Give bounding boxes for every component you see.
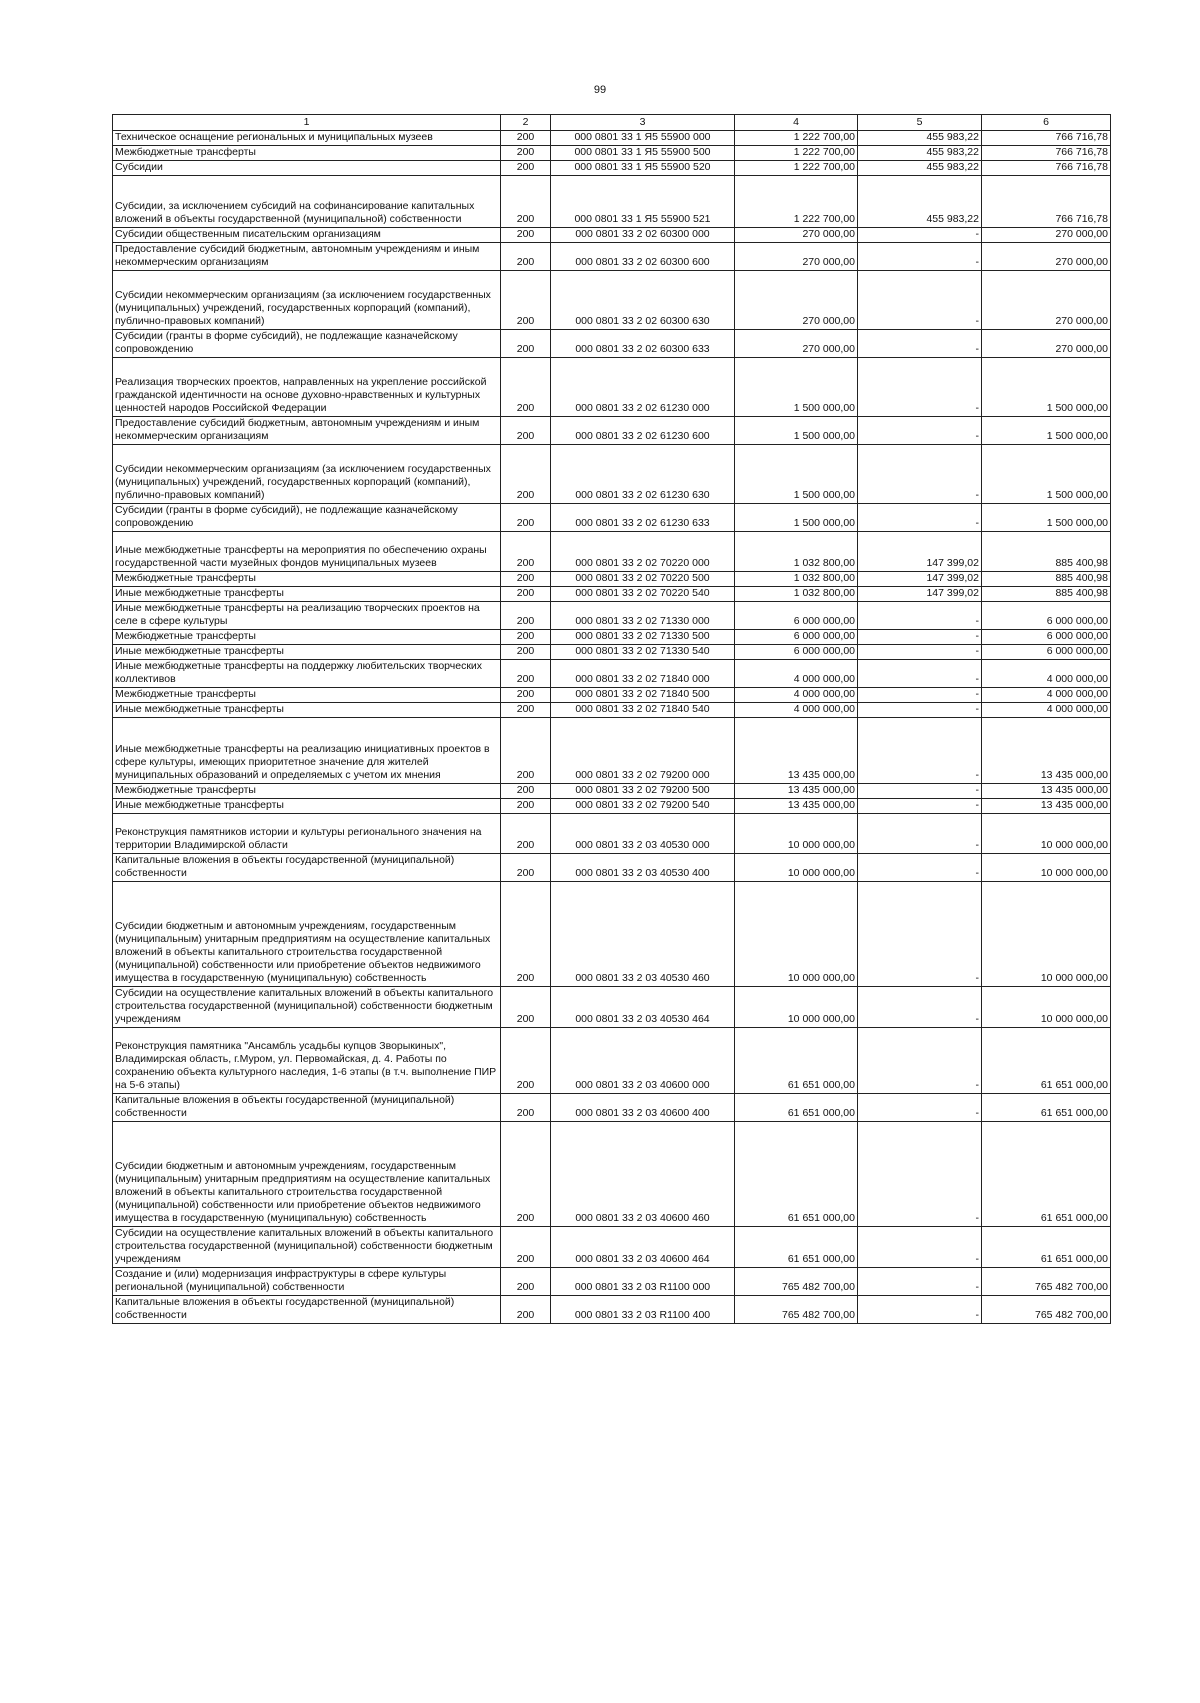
row-col5-amount: -: [858, 660, 982, 688]
row-code-cell: 000 0801 33 2 03 40530 400: [551, 854, 735, 882]
row-col5-amount: -: [858, 987, 982, 1028]
row-col4-amount: 1 032 800,00: [735, 572, 858, 587]
row-name-cell: Капитальные вложения в объекты государственной (муниципальной) собственности: [113, 854, 501, 882]
row-col6-amount: 885 400,98: [982, 572, 1111, 587]
row-col2-cell: 200: [501, 358, 551, 417]
row-name-cell: Межбюджетные трансферты: [113, 146, 501, 161]
row-name-cell: Субсидии бюджетным и автономным учреждениям, государственным (муниципальным) унитарным предприятиям на осуществление капитальных вложений в объекты капитального строительства государственной (муниципальной) собственности или приобретение объектов недвижимого имущества в государственную (муниципальную) собственность: [113, 882, 501, 987]
table-row: [113, 161, 1111, 176]
row-col6-amount: 765 482 700,00: [982, 1268, 1111, 1296]
row-name-cell: Межбюджетные трансферты: [113, 688, 501, 703]
row-name-cell: Техническое оснащение региональных и муниципальных музеев: [113, 131, 501, 146]
row-col2-cell: 200: [501, 630, 551, 645]
row-col2-cell: 200: [501, 532, 551, 572]
table-row: [113, 146, 1111, 161]
table-row: [113, 271, 1111, 330]
row-col5-amount: -: [858, 645, 982, 660]
table-row: [113, 131, 1111, 146]
row-col2-cell: 200: [501, 504, 551, 532]
row-col5-amount: -: [858, 417, 982, 445]
row-col2-cell: 200: [501, 799, 551, 814]
row-col6-amount: 270 000,00: [982, 330, 1111, 358]
row-col4-amount: 10 000 000,00: [735, 814, 858, 854]
row-col4-amount: 61 651 000,00: [735, 1227, 858, 1268]
row-col4-amount: 13 435 000,00: [735, 799, 858, 814]
row-code-cell: 000 0801 33 2 03 R1100 000: [551, 1268, 735, 1296]
row-col5-amount: 455 983,22: [858, 176, 982, 228]
row-col5-amount: -: [858, 688, 982, 703]
row-code-cell: 000 0801 33 1 Я5 55900 520: [551, 161, 735, 176]
row-col4-amount: 1 222 700,00: [735, 131, 858, 146]
row-name-cell: Субсидии (гранты в форме субсидий), не подлежащие казначейскому сопровождению: [113, 504, 501, 532]
table-row: [113, 417, 1111, 445]
column-header-2: 2: [501, 115, 551, 131]
row-name-cell: Иные межбюджетные трансферты на поддержку любительских творческих коллективов: [113, 660, 501, 688]
table-row: [113, 630, 1111, 645]
row-col5-amount: -: [858, 504, 982, 532]
row-col4-amount: 1 500 000,00: [735, 504, 858, 532]
row-col2-cell: 200: [501, 330, 551, 358]
row-code-cell: 000 0801 33 2 02 60300 633: [551, 330, 735, 358]
row-col6-amount: 766 716,78: [982, 146, 1111, 161]
row-code-cell: 000 0801 33 2 02 60300 630: [551, 271, 735, 330]
row-code-cell: 000 0801 33 1 Я5 55900 500: [551, 146, 735, 161]
row-code-cell: 000 0801 33 2 02 79200 500: [551, 784, 735, 799]
row-col5-amount: -: [858, 445, 982, 504]
table-row: [113, 1122, 1111, 1227]
row-col2-cell: 200: [501, 784, 551, 799]
table-row: [113, 1296, 1111, 1324]
table-row: [113, 882, 1111, 987]
row-code-cell: 000 0801 33 2 02 71840 500: [551, 688, 735, 703]
row-name-cell: Иные межбюджетные трансферты: [113, 645, 501, 660]
row-code-cell: 000 0801 33 2 02 70220 000: [551, 532, 735, 572]
row-col5-amount: -: [858, 718, 982, 784]
row-col5-amount: -: [858, 358, 982, 417]
table-row: [113, 987, 1111, 1028]
row-col5-amount: -: [858, 228, 982, 243]
row-col2-cell: 200: [501, 660, 551, 688]
row-col5-amount: -: [858, 814, 982, 854]
row-name-cell: Капитальные вложения в объекты государственной (муниципальной) собственности: [113, 1094, 501, 1122]
row-col5-amount: 455 983,22: [858, 131, 982, 146]
row-name-cell: Субсидии (гранты в форме субсидий), не подлежащие казначейскому сопровождению: [113, 330, 501, 358]
row-col2-cell: 200: [501, 445, 551, 504]
row-code-cell: 000 0801 33 2 03 40530 000: [551, 814, 735, 854]
row-col4-amount: 1 032 800,00: [735, 532, 858, 572]
row-code-cell: 000 0801 33 2 03 40600 460: [551, 1122, 735, 1227]
row-col4-amount: 6 000 000,00: [735, 630, 858, 645]
row-col4-amount: 1 500 000,00: [735, 417, 858, 445]
row-name-cell: Межбюджетные трансферты: [113, 630, 501, 645]
row-col4-amount: 1 222 700,00: [735, 176, 858, 228]
row-col6-amount: 13 435 000,00: [982, 799, 1111, 814]
row-col6-amount: 270 000,00: [982, 271, 1111, 330]
row-name-cell: Субсидии: [113, 161, 501, 176]
row-col5-amount: 455 983,22: [858, 161, 982, 176]
row-col5-amount: -: [858, 799, 982, 814]
row-col4-amount: 1 500 000,00: [735, 445, 858, 504]
row-col4-amount: 765 482 700,00: [735, 1296, 858, 1324]
table-row: [113, 854, 1111, 882]
row-col4-amount: 1 222 700,00: [735, 161, 858, 176]
row-col2-cell: 200: [501, 587, 551, 602]
row-col5-amount: -: [858, 1227, 982, 1268]
row-col4-amount: 6 000 000,00: [735, 645, 858, 660]
row-col4-amount: 1 500 000,00: [735, 358, 858, 417]
row-code-cell: 000 0801 33 2 02 71840 000: [551, 660, 735, 688]
row-col2-cell: 200: [501, 882, 551, 987]
table-row: [113, 176, 1111, 228]
table-row: [113, 228, 1111, 243]
row-name-cell: Предоставление субсидий бюджетным, автономным учреждениям и иным некоммерческим организациям: [113, 417, 501, 445]
row-col4-amount: 61 651 000,00: [735, 1094, 858, 1122]
row-col4-amount: 270 000,00: [735, 243, 858, 271]
row-col4-amount: 4 000 000,00: [735, 703, 858, 718]
row-col4-amount: 10 000 000,00: [735, 987, 858, 1028]
row-code-cell: 000 0801 33 2 02 61230 630: [551, 445, 735, 504]
row-code-cell: 000 0801 33 2 02 79200 000: [551, 718, 735, 784]
row-col5-amount: -: [858, 602, 982, 630]
row-col5-amount: 147 399,02: [858, 532, 982, 572]
row-col6-amount: 61 651 000,00: [982, 1227, 1111, 1268]
row-col6-amount: 766 716,78: [982, 176, 1111, 228]
row-col5-amount: -: [858, 271, 982, 330]
row-col2-cell: 200: [501, 131, 551, 146]
row-name-cell: Межбюджетные трансферты: [113, 572, 501, 587]
row-code-cell: 000 0801 33 2 02 71330 000: [551, 602, 735, 630]
table-body: [113, 131, 1111, 1324]
row-code-cell: 000 0801 33 2 03 R1100 400: [551, 1296, 735, 1324]
row-name-cell: Иные межбюджетные трансферты на реализацию инициативных проектов в сфере культуры, имеющих приоритетное значение для жителей муниципальных образований и определяемых с учетом их мнения: [113, 718, 501, 784]
table-row: [113, 572, 1111, 587]
row-col6-amount: 4 000 000,00: [982, 703, 1111, 718]
row-col2-cell: 200: [501, 1094, 551, 1122]
row-code-cell: 000 0801 33 2 03 40530 464: [551, 987, 735, 1028]
table-row: [113, 243, 1111, 271]
row-col2-cell: 200: [501, 1122, 551, 1227]
row-name-cell: Субсидии бюджетным и автономным учреждениям, государственным (муниципальным) унитарным предприятиям на осуществление капитальных вложений в объекты капитального строительства государственной (муниципальной) собственности или приобретение объектов недвижимого имущества в государственную (муниципальную) собственность: [113, 1122, 501, 1227]
row-col6-amount: 765 482 700,00: [982, 1296, 1111, 1324]
row-code-cell: 000 0801 33 2 02 60300 600: [551, 243, 735, 271]
row-col6-amount: 10 000 000,00: [982, 987, 1111, 1028]
table-row: [113, 1268, 1111, 1296]
row-col2-cell: 200: [501, 1028, 551, 1094]
row-name-cell: Субсидии на осуществление капитальных вложений в объекты капитального строительства государственной (муниципальной) собственности бюджетным учреждениям: [113, 1227, 501, 1268]
row-col4-amount: 270 000,00: [735, 228, 858, 243]
row-code-cell: 000 0801 33 2 02 71330 500: [551, 630, 735, 645]
row-name-cell: Субсидии некоммерческим организациям (за исключением государственных (муниципальных) учреждений, государственных корпораций (компаний), публично-правовых компаний): [113, 271, 501, 330]
row-col5-amount: -: [858, 784, 982, 799]
row-name-cell: Создание и (или) модернизация инфраструктуры в сфере культуры региональной (муниципальной) собственности: [113, 1268, 501, 1296]
row-col6-amount: 10 000 000,00: [982, 854, 1111, 882]
row-col6-amount: 61 651 000,00: [982, 1122, 1111, 1227]
table-row: [113, 1227, 1111, 1268]
row-col2-cell: 200: [501, 703, 551, 718]
column-header-3: 3: [551, 115, 735, 131]
row-code-cell: 000 0801 33 2 03 40600 400: [551, 1094, 735, 1122]
row-col6-amount: 270 000,00: [982, 243, 1111, 271]
row-col5-amount: -: [858, 1094, 982, 1122]
row-col4-amount: 61 651 000,00: [735, 1028, 858, 1094]
row-name-cell: Субсидии на осуществление капитальных вложений в объекты капитального строительства государственной (муниципальной) собственности бюджетным учреждениям: [113, 987, 501, 1028]
row-col2-cell: 200: [501, 854, 551, 882]
row-col2-cell: 200: [501, 1268, 551, 1296]
row-name-cell: Реконструкция памятников истории и культуры регионального значения на территории Владимирской области: [113, 814, 501, 854]
row-col6-amount: 61 651 000,00: [982, 1094, 1111, 1122]
row-col4-amount: 765 482 700,00: [735, 1268, 858, 1296]
row-col5-amount: -: [858, 1028, 982, 1094]
table-row: [113, 784, 1111, 799]
row-name-cell: Иные межбюджетные трансферты: [113, 799, 501, 814]
row-code-cell: 000 0801 33 2 02 70220 540: [551, 587, 735, 602]
row-col4-amount: 1 222 700,00: [735, 146, 858, 161]
row-code-cell: 000 0801 33 2 02 70220 500: [551, 572, 735, 587]
row-code-cell: 000 0801 33 2 02 71840 540: [551, 703, 735, 718]
row-col2-cell: 200: [501, 176, 551, 228]
header-row: [113, 115, 1111, 131]
table-row: [113, 1094, 1111, 1122]
row-name-cell: Предоставление субсидий бюджетным, автономным учреждениям и иным некоммерческим организациям: [113, 243, 501, 271]
row-col5-amount: -: [858, 854, 982, 882]
row-col5-amount: 147 399,02: [858, 587, 982, 602]
row-col6-amount: 885 400,98: [982, 587, 1111, 602]
row-code-cell: 000 0801 33 1 Я5 55900 521: [551, 176, 735, 228]
row-col5-amount: 455 983,22: [858, 146, 982, 161]
row-col6-amount: 1 500 000,00: [982, 417, 1111, 445]
row-name-cell: Субсидии, за исключением субсидий на софинансирование капитальных вложений в объекты государственной (муниципальной) собственности: [113, 176, 501, 228]
row-col4-amount: 6 000 000,00: [735, 602, 858, 630]
row-col2-cell: 200: [501, 417, 551, 445]
column-header-6: 6: [982, 115, 1111, 131]
row-name-cell: Иные межбюджетные трансферты на мероприятия по обеспечению охраны государственной части музейных фондов муниципальных музеев: [113, 532, 501, 572]
row-col6-amount: 4 000 000,00: [982, 688, 1111, 703]
table-row: [113, 645, 1111, 660]
row-col2-cell: 200: [501, 602, 551, 630]
table-row: [113, 703, 1111, 718]
table-row: [113, 814, 1111, 854]
row-code-cell: 000 0801 33 1 Я5 55900 000: [551, 131, 735, 146]
row-col4-amount: 13 435 000,00: [735, 718, 858, 784]
row-col2-cell: 200: [501, 572, 551, 587]
row-col2-cell: 200: [501, 228, 551, 243]
table-row: [113, 587, 1111, 602]
row-name-cell: Капитальные вложения в объекты государственной (муниципальной) собственности: [113, 1296, 501, 1324]
row-col4-amount: 10 000 000,00: [735, 854, 858, 882]
row-col5-amount: -: [858, 703, 982, 718]
row-name-cell: Иные межбюджетные трансферты: [113, 587, 501, 602]
row-col2-cell: 200: [501, 987, 551, 1028]
row-col6-amount: 61 651 000,00: [982, 1028, 1111, 1094]
row-code-cell: 000 0801 33 2 02 71330 540: [551, 645, 735, 660]
row-code-cell: 000 0801 33 2 02 61230 600: [551, 417, 735, 445]
row-col2-cell: 200: [501, 1227, 551, 1268]
row-name-cell: Межбюджетные трансферты: [113, 784, 501, 799]
row-col6-amount: 10 000 000,00: [982, 882, 1111, 987]
table-row: [113, 660, 1111, 688]
row-col6-amount: 6 000 000,00: [982, 645, 1111, 660]
row-code-cell: 000 0801 33 2 02 79200 540: [551, 799, 735, 814]
row-col2-cell: 200: [501, 688, 551, 703]
column-header-4: 4: [735, 115, 858, 131]
row-col4-amount: 270 000,00: [735, 330, 858, 358]
row-code-cell: 000 0801 33 2 03 40600 464: [551, 1227, 735, 1268]
row-col6-amount: 1 500 000,00: [982, 504, 1111, 532]
column-header-5: 5: [858, 115, 982, 131]
row-col5-amount: -: [858, 330, 982, 358]
row-name-cell: Иные межбюджетные трансферты на реализацию творческих проектов на селе в сфере культуры: [113, 602, 501, 630]
row-code-cell: 000 0801 33 2 03 40600 000: [551, 1028, 735, 1094]
row-col6-amount: 1 500 000,00: [982, 445, 1111, 504]
row-col6-amount: 766 716,78: [982, 161, 1111, 176]
row-col6-amount: 270 000,00: [982, 228, 1111, 243]
row-col4-amount: 4 000 000,00: [735, 688, 858, 703]
table-row: [113, 504, 1111, 532]
table-row: [113, 718, 1111, 784]
row-col6-amount: 766 716,78: [982, 131, 1111, 146]
row-col2-cell: 200: [501, 243, 551, 271]
table-row: [113, 1028, 1111, 1094]
row-col6-amount: 13 435 000,00: [982, 718, 1111, 784]
row-name-cell: Иные межбюджетные трансферты: [113, 703, 501, 718]
row-col5-amount: -: [858, 1296, 982, 1324]
row-col6-amount: 6 000 000,00: [982, 602, 1111, 630]
row-name-cell: Субсидии некоммерческим организациям (за исключением государственных (муниципальных) учреждений, государственных корпораций (компаний), публично-правовых компаний): [113, 445, 501, 504]
row-col6-amount: 13 435 000,00: [982, 784, 1111, 799]
row-col4-amount: 1 032 800,00: [735, 587, 858, 602]
row-col2-cell: 200: [501, 814, 551, 854]
row-col5-amount: -: [858, 1268, 982, 1296]
row-col6-amount: 1 500 000,00: [982, 358, 1111, 417]
row-name-cell: Субсидии общественным писательским организациям: [113, 228, 501, 243]
row-col4-amount: 4 000 000,00: [735, 660, 858, 688]
row-col2-cell: 200: [501, 718, 551, 784]
table-row: [113, 688, 1111, 703]
row-name-cell: Реализация творческих проектов, направленных на укрепление российской гражданской идентичности на основе духовно-нравственных и культурных ценностей народов Российской Федерации: [113, 358, 501, 417]
row-col5-amount: -: [858, 882, 982, 987]
budget-table: [112, 114, 1111, 1324]
row-col4-amount: 61 651 000,00: [735, 1122, 858, 1227]
row-col2-cell: 200: [501, 271, 551, 330]
row-col6-amount: 885 400,98: [982, 532, 1111, 572]
row-col6-amount: 4 000 000,00: [982, 660, 1111, 688]
row-col6-amount: 10 000 000,00: [982, 814, 1111, 854]
table-row: [113, 602, 1111, 630]
table-row: [113, 330, 1111, 358]
table-row: [113, 799, 1111, 814]
row-code-cell: 000 0801 33 2 02 60300 000: [551, 228, 735, 243]
column-header-1: 1: [113, 115, 501, 131]
row-col2-cell: 200: [501, 161, 551, 176]
row-col2-cell: 200: [501, 146, 551, 161]
row-col2-cell: 200: [501, 1296, 551, 1324]
row-col6-amount: 6 000 000,00: [982, 630, 1111, 645]
row-col4-amount: 13 435 000,00: [735, 784, 858, 799]
row-col4-amount: 10 000 000,00: [735, 882, 858, 987]
row-col5-amount: -: [858, 243, 982, 271]
page-number: 99: [593, 84, 607, 96]
row-col5-amount: 147 399,02: [858, 572, 982, 587]
row-col2-cell: 200: [501, 645, 551, 660]
table-row: [113, 445, 1111, 504]
table-row: [113, 532, 1111, 572]
row-col4-amount: 270 000,00: [735, 271, 858, 330]
table-row: [113, 358, 1111, 417]
row-name-cell: Реконструкция памятника "Ансамбль усадьбы купцов Зворыкиных", Владимирская область, г.Муром, ул. Первомайская, д. 4. Работы по сохранению объекта культурного наследия, 1-6 этапы (в т.ч. выполнение ПИР на 5-6 этапы): [113, 1028, 501, 1094]
row-col5-amount: -: [858, 630, 982, 645]
row-code-cell: 000 0801 33 2 02 61230 633: [551, 504, 735, 532]
row-code-cell: 000 0801 33 2 03 40530 460: [551, 882, 735, 987]
row-col5-amount: -: [858, 1122, 982, 1227]
row-code-cell: 000 0801 33 2 02 61230 000: [551, 358, 735, 417]
